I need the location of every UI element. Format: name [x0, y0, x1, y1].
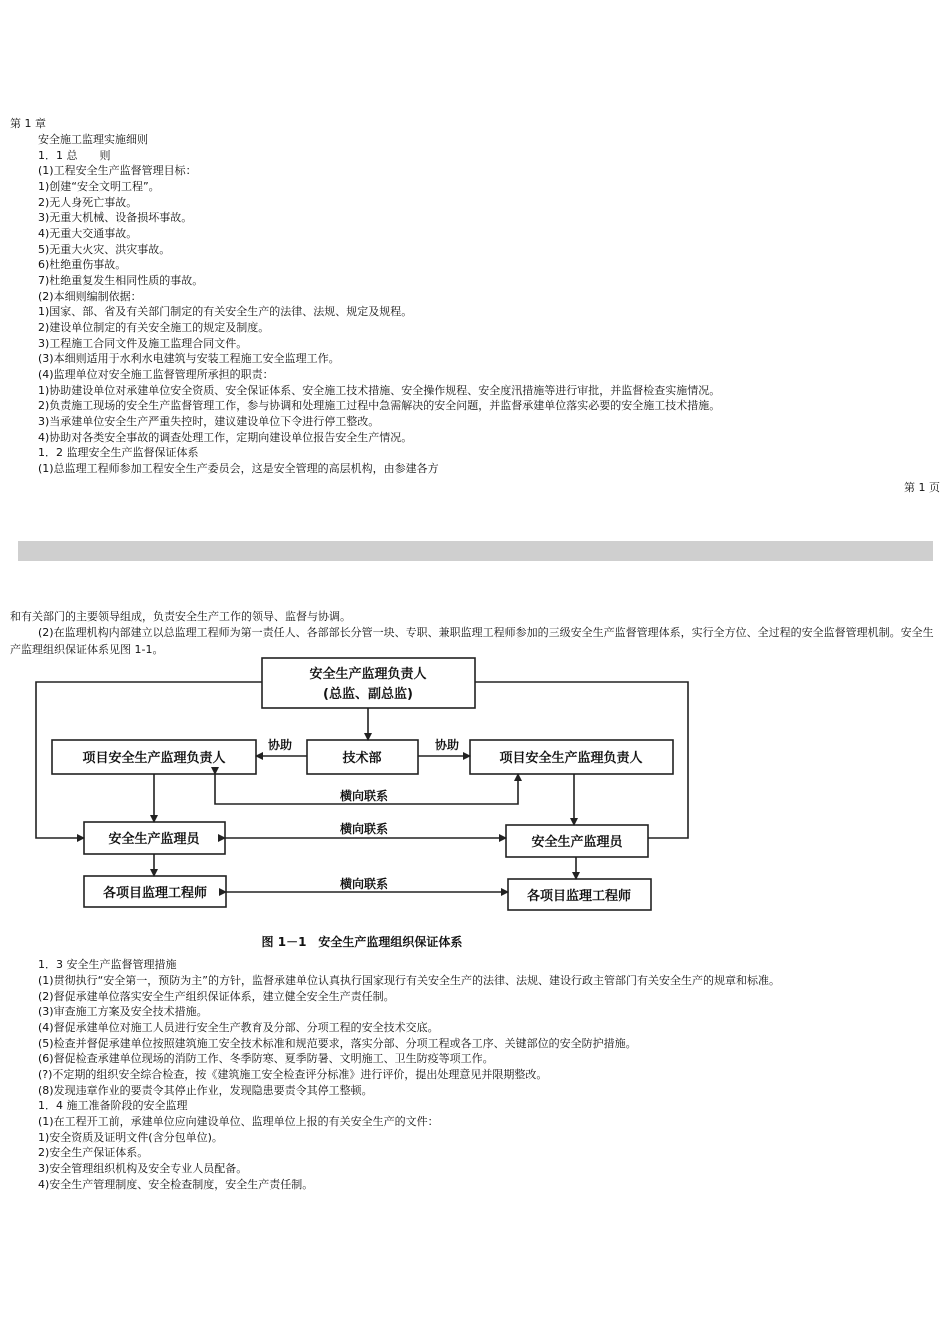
text-line: (3)审查施工方案及安全技术措施。: [38, 1005, 208, 1018]
text-line: 4)协助对各类安全事故的调查处理工作，定期向建设单位报告安全生产情况。: [38, 431, 413, 444]
text-line: 3)无重大机械、设备损坏事故。: [38, 211, 193, 224]
text-line: 1)安全资质及证明文件(含分包单位)。: [38, 1131, 223, 1144]
text-line: (2)督促承建单位落实安全生产组织保证体系，建立健全安全生产责任制。: [38, 990, 395, 1003]
document-title: 安全施工监理实施细则: [38, 133, 148, 146]
text-line: (4)监理单位对安全施工监督管理所承担的职责：: [38, 368, 274, 381]
text-line: 2)负责施工现场的安全生产监督管理工作，参与协调和处理施工过程中急需解决的安全问题，并监督承建单位落实必要的安全施工技术措施。: [38, 399, 721, 412]
paragraph: (2)在监理机构内部建立以总监理工程师为第一责任人、各部部长分管一块、专职、兼职监理工程师参加的三级安全生产监督管理体系，实行全方位、全过程的安全监督管理机制。安全生产监理组织保证体系见图 1-1。: [10, 626, 934, 656]
chapter-heading: 第 1 章: [10, 117, 46, 130]
left-engineer-label: 各项目监理工程师: [102, 886, 208, 901]
page-separator: [18, 541, 933, 561]
assist-right-label: 协助: [434, 738, 460, 752]
text-line: 2)建设单位制定的有关安全施工的规定及制度。: [38, 321, 270, 334]
section-heading: 1．2 监理安全生产监督保证体系: [38, 446, 199, 459]
top-box-line2: (总监、副总监): [323, 687, 413, 702]
text-line: 6)杜绝重伤事故。: [38, 258, 127, 271]
lateral-label: 横向联系: [339, 822, 389, 836]
left-officer-label: 安全生产监理员: [108, 832, 200, 847]
text-line: 5)无重大火灾、洪灾事故。: [38, 243, 171, 256]
text-line: 1)创建“安全文明工程”。: [38, 180, 160, 193]
section-heading: 1．4 施工准备阶段的安全监理: [38, 1099, 188, 1112]
assist-left-label: 协助: [267, 738, 293, 752]
text-line: (4)督促承建单位对施工人员进行安全生产教育及分部、分项工程的安全技术交底。: [38, 1021, 439, 1034]
section-heading: 1．1 总 则: [38, 149, 111, 162]
text-line: 3)当承建单位安全生产严重失控时，建议建设单位下令进行停工整改。: [38, 415, 380, 428]
text-line: (1)工程安全生产监督管理目标：: [38, 164, 197, 177]
right-project-label: 项目安全生产监理负责人: [499, 751, 643, 766]
page-number: 第 1 页: [904, 481, 940, 494]
text-line: 4)无重大交通事故。: [38, 227, 138, 240]
text-line: (1)总监理工程师参加工程安全生产委员会，这是安全管理的高层机构，由参建各方: [38, 462, 439, 475]
top-box-line1: 安全生产监理负责人: [309, 667, 427, 682]
text-line: (1)在工程开工前，承建单位应向建设单位、监理单位上报的有关安全生产的文件：: [38, 1115, 439, 1128]
text-line: 7)杜绝重复发生相同性质的事故。: [38, 274, 204, 287]
text-line: (2)本细则编制依据：: [38, 290, 142, 303]
figure-caption: 图 1－1 安全生产监理组织保证体系: [261, 935, 463, 949]
right-engineer-label: 各项目监理工程师: [526, 889, 632, 904]
tech-dept-label: 技术部: [342, 751, 382, 766]
text-line: 1)协助建设单位对承建单位安全资质、安全保证体系、安全施工技术措施、安全操作规程、安全度汛措施等进行审批，并监督检查实施情况。: [38, 384, 721, 397]
text-line: 3)工程施工合同文件及施工监理合同文件。: [38, 337, 248, 350]
org-diagram: [0, 652, 950, 952]
text-line: (?)不定期的组织安全综合检查，按《建筑施工安全检查评分标准》进行评价，提出处理意见并限期整改。: [38, 1068, 548, 1081]
lateral-label: 横向联系: [339, 789, 389, 803]
left-project-label: 项目安全生产监理负责人: [82, 751, 226, 766]
text-line: (8)发现违章作业的要责令其停止作业，发现隐患要责令其停工整顿。: [38, 1084, 373, 1097]
text-line: (5)检查并督促承建单位按照建筑施工安全技术标准和规范要求，落实分部、分项工程或各工序、关键部位的安全防护措施。: [38, 1037, 637, 1050]
right-officer-label: 安全生产监理员: [531, 835, 623, 850]
lateral-label: 横向联系: [339, 877, 389, 891]
text-line: (6)督促检查承建单位现场的消防工作、冬季防寒、夏季防暑、文明施工、卫生防疫等项工作。: [38, 1052, 494, 1065]
section-heading: 1．3 安全生产监督管理措施: [38, 958, 177, 971]
text-line: 2)无人身死亡事故。: [38, 196, 138, 209]
text-line: 2)安全生产保证体系。: [38, 1146, 149, 1159]
text-line: 1)国家、部、省及有关部门制定的有关安全生产的法律、法规、规定及规程。: [38, 305, 413, 318]
text-line: 3)安全管理组织机构及安全专业人员配备。: [38, 1162, 248, 1175]
text-line: (3)本细则适用于水利水电建筑与安装工程施工安全监理工作。: [38, 352, 340, 365]
text-line: 和有关部门的主要领导组成，负责安全生产工作的领导、监督与协调。: [10, 610, 351, 623]
text-line: 4)安全生产管理制度、安全检查制度，安全生产责任制。: [38, 1178, 314, 1191]
text-line: (1)贯彻执行“安全第一，预防为主”的方针，监督承建单位认真执行国家现行有关安全生产的法律、法规、建设行政主管部门有关安全生产的规章和标准。: [38, 974, 780, 987]
